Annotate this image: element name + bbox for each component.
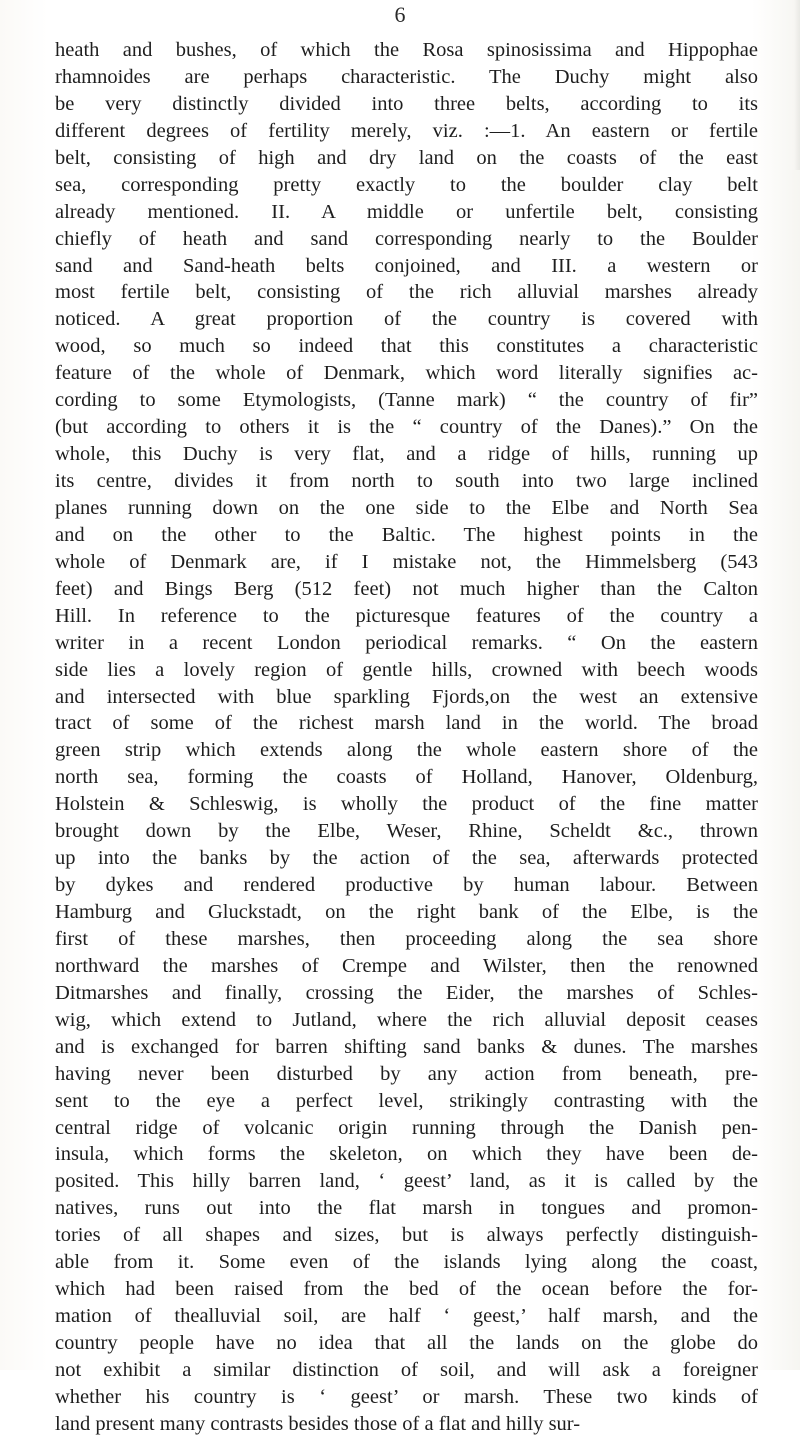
text-line: planes running down on the one side to the Elbe and North Sea bbox=[55, 496, 758, 519]
text-line: country people have no idea that all the lands on the globe do bbox=[55, 1332, 758, 1354]
text-line: whole, this Duchy is very flat, and a ridge of hills, running up bbox=[55, 443, 758, 466]
text-line: not exhibit a similar distinction of soil, and will ask a foreigner bbox=[55, 1358, 758, 1381]
text-line: northward the marshes of Crempe and Wilster, then the renowned bbox=[55, 954, 758, 977]
text-line: and is exchanged for barren shifting sand banks & dunes. The marshes bbox=[55, 1035, 758, 1058]
text-line: tories of all shapes and sizes, but is always perfectly distinguish- bbox=[55, 1224, 758, 1247]
text-line: posited. This hilly barren land, ‘ geest’ land, as it is called by the bbox=[55, 1170, 758, 1193]
text-line: and intersected with blue sparkling Fjords,on the west an extensive bbox=[55, 685, 758, 708]
text-line: having never been disturbed by any action from beneath, pre- bbox=[55, 1062, 758, 1085]
text-line: be very distinctly divided into three belts, according to its bbox=[55, 92, 758, 115]
text-line: which had been raised from the bed of the ocean before the for- bbox=[55, 1278, 758, 1301]
text-line: and on the other to the Baltic. The highest points in the bbox=[55, 523, 758, 546]
text-line: cording to some Etymologists, (Tanne mark) “ the country of fir” bbox=[55, 389, 758, 412]
text-line: natives, runs out into the flat marsh in tongues and promon- bbox=[55, 1197, 758, 1220]
text-line: heath and bushes, of which the Rosa spinosissima and Hippophae bbox=[55, 39, 758, 61]
text-line: whether his country is ‘ geest’ or marsh. These two kinds of bbox=[55, 1385, 758, 1408]
body-text bbox=[55, 37, 758, 1438]
text-line: land present many contrasts besides those of a flat and hilly sur- bbox=[55, 1412, 581, 1435]
text-line: sand and Sand-heath belts conjoined, and III. a western or bbox=[55, 254, 758, 277]
text-line: belt, consisting of high and dry land on the coasts of the east bbox=[55, 146, 758, 169]
text-line: most fertile belt, consisting of the rich alluvial marshes already bbox=[55, 281, 758, 304]
text-line: by dykes and rendered productive by human labour. Between bbox=[55, 874, 758, 897]
text-line: already mentioned. II. A middle or unfertile belt, consisting bbox=[55, 200, 758, 223]
text-line: central ridge of volcanic origin running through the Danish pen- bbox=[55, 1116, 758, 1139]
text-line: tract of some of the richest marsh land in the world. The broad bbox=[55, 712, 758, 735]
text-line: wig, which extend to Jutland, where the rich alluvial deposit ceases bbox=[55, 1008, 758, 1031]
text-line: writer in a recent London periodical remarks. “ On the eastern bbox=[55, 631, 758, 654]
page-number: 6 bbox=[394, 2, 406, 27]
text-line: (but according to others it is the “ country of the Danes).” On the bbox=[55, 416, 758, 439]
text-line: sea, corresponding pretty exactly to the boulder clay belt bbox=[55, 173, 758, 196]
text-line: Holstein & Schleswig, is wholly the product of the fine matter bbox=[55, 793, 758, 816]
text-line: wood, so much so indeed that this constitutes a characteristic bbox=[55, 335, 758, 358]
text-line: feet) and Bings Berg (512 feet) not much higher than the Calton bbox=[55, 577, 758, 600]
text-line: its centre, divides it from north to south into two large inclined bbox=[55, 470, 758, 492]
text-line: insula, which forms the skeleton, on which they have been de- bbox=[55, 1143, 758, 1166]
text-line: noticed. A great proportion of the country is covered with bbox=[55, 308, 758, 331]
text-line: side lies a lovely region of gentle hills, crowned with beech woods bbox=[55, 658, 758, 681]
text-line: brought down by the Elbe, Weser, Rhine, Scheldt &c., thrown bbox=[55, 820, 758, 843]
text-line: sent to the eye a perfect level, strikingly contrasting with the bbox=[55, 1089, 758, 1112]
text-line: up into the banks by the action of the sea, afterwards protected bbox=[55, 847, 758, 870]
text-line: Ditmarshes and finally, crossing the Eider, the marshes of Schles- bbox=[55, 981, 758, 1004]
text-line: north sea, forming the coasts of Holland, Hanover, Oldenburg, bbox=[55, 766, 758, 789]
text-line: green strip which extends along the whole eastern shore of the bbox=[55, 739, 758, 762]
text-line: mation of thealluvial soil, are half ‘ geest,’ half marsh, and the bbox=[55, 1305, 758, 1328]
text-line: different degrees of fertility merely, viz. :—1. An eastern or fertile bbox=[55, 119, 758, 142]
text-line: feature of the whole of Denmark, which word literally signifies ac- bbox=[55, 362, 758, 385]
text-line: Hill. In reference to the picturesque features of the country a bbox=[55, 604, 758, 627]
text-line: Hamburg and Gluckstadt, on the right bank of the Elbe, is the bbox=[55, 901, 758, 923]
text-line: able from it. Some even of the islands lying along the coast, bbox=[55, 1251, 758, 1274]
text-line: chiefly of heath and sand corresponding nearly to the Boulder bbox=[55, 227, 758, 250]
text-line: first of these marshes, then proceeding along the sea shore bbox=[55, 927, 758, 950]
text-line: whole of Denmark are, if I mistake not, the Himmelsberg (543 bbox=[55, 550, 758, 573]
text-line: rhamnoides are perhaps characteristic. The Duchy might also bbox=[55, 65, 758, 88]
